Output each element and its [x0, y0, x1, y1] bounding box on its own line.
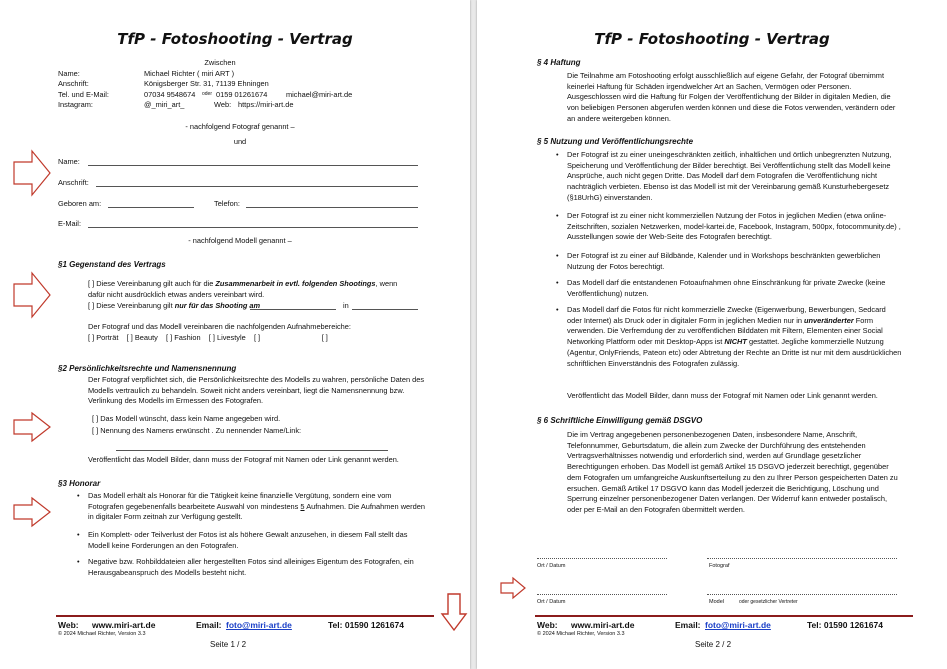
- ort-datum-1: Ort / Datum: [537, 563, 566, 569]
- section-2-heading: §2 Persönlichkeitsrechte und Namensnennung: [58, 364, 237, 373]
- section-1-heading: §1 Gegenstand des Vertrags: [58, 260, 166, 269]
- footer-web-label: Web:: [537, 620, 558, 630]
- model-label: Model: [709, 599, 724, 605]
- s2-option-1[interactable]: [ ] Das Modell wünscht, dass kein Name angegeben wird.: [92, 414, 281, 423]
- photographer-name-label: Name:: [58, 69, 80, 78]
- s2-text: Der Fotograf verpflichtet sich, die Persönlichkeitsrechte des Modells zu wahren, persönliche Daten des Modells vertraulich zu behandeln. Soweit nicht anders vereinbart, liegt die Namensnennung bzw. Verlinkung des Modells im Ermessen des Fotografen.: [88, 375, 425, 406]
- footer-bar: [535, 615, 913, 617]
- s3-bullet-3: • Negative bzw. Rohbilddateien aller hergestellten Fotos sind alleiniges Eigentum des Fotografen, ein Herausgabeanspruch des Modells besteht nicht.: [88, 557, 428, 578]
- arrow-right-icon: [12, 148, 52, 198]
- page-title: TfP - Fotoshooting - Vertrag: [117, 30, 353, 48]
- model-address-field[interactable]: [96, 186, 418, 187]
- shooting-date-field[interactable]: [250, 309, 336, 310]
- signature-model[interactable]: [707, 594, 897, 595]
- photographer-tel: 07034 9548674: [144, 90, 196, 99]
- photographer-name: Michael Richter ( miri ART ): [144, 69, 235, 78]
- s5-bullet-1: • Der Fotograf ist zu einer uneingeschränkten zeitlich, inhaltlichen und örtlich unbegrenzten Nutzung, Speicherung und Veröffentlichung der Bilder berechtigt. Bei Veröffentlichung stellt das Modell keine Ansprüche, auch nicht gegen Dritte. Das Modell darf dem Fotografen die Veröffentlichung nicht nachträglich verbieten. Ebenso ist das Modell ist mit der Vereinbarung gemäß Kunsturhebergesetz (§18UrhG) einverstanden.: [567, 150, 902, 204]
- footer-email-label: Email:: [196, 620, 222, 630]
- photographer-insta: @_miri_art_: [144, 100, 185, 109]
- contract-page-1: [0, 0, 470, 669]
- s4-text: Die Teilnahme am Fotoshooting erfolgt ausschließlich auf eigene Gefahr, der Fotograf übernimmt keinerlei Haftung für Schäden irgendwelcher Art an Sachen, Vermögen oder Personen. Ausgeschlossen wird die Haftung für Folgen der Veröffentlichung der Bilder in digitalen Medien, die von beliebigen Personen abgerufen werden können und diese die Fotos verwenden, verändern oder an andere weitergeben können.: [567, 71, 896, 123]
- ort-datum-2: Ort / Datum: [537, 599, 566, 605]
- section-6-heading: § 6 Schriftliche Einwilligung gemäß DSGVO: [537, 416, 703, 425]
- s1-option-1[interactable]: [ ] Diese Vereinbarung gilt auch für die Zusammenarbeit in evtl. folgenden Shootings, wenn dafür nicht ausdrücklich etwas anders vereinbart wird.: [88, 279, 398, 299]
- shooting-place-field[interactable]: [352, 309, 418, 310]
- photographer-tel-oder: oder: [202, 91, 213, 97]
- zwischen: Zwischen: [204, 58, 236, 67]
- s2-after: Veröffentlicht das Modell Bilder, dann muss der Fotograf mit Namen oder Link genannt werden.: [88, 455, 399, 464]
- section-5-heading: § 5 Nutzung und Veröffentlichungsrechte: [537, 137, 694, 146]
- min-images: 5: [300, 501, 305, 511]
- footer-copyright: © 2024 Michael Richter, Version 3.3: [537, 631, 625, 637]
- s1-areas-intro: Der Fotograf und das Modell vereinbaren die nachfolgenden Aufnahmebereiche:: [88, 322, 351, 331]
- signature-place-date-1[interactable]: [537, 558, 667, 559]
- footer-bar: [56, 615, 434, 617]
- signature-place-date-2[interactable]: [537, 594, 667, 595]
- footer-web-label: Web:: [58, 620, 79, 630]
- s6-text: Die im Vertrag angegebenen personenbezogenen Daten, insbesondere Name, Anschrift, Telefonnummer, Geburtsdatum, die allein zum Zwecke der Durchführung des entstehenden Vertragsverhältnisses notwendig und erforderlich sind, werden auf Grundlage gesetzlicher Berechtigungen erhoben. Das Modell ist gemäß Artikel 15 DSGVO jederzeit berechtigt, gegenüber dem Fotografen um umfangreiche Auskunftserteilung zu den zu Ihrer Person gespeicherten Daten zu ersuchen. Gemäß Artikel 17 DSGVO kann das Modell jederzeit die Berichtigung, Löschung und Sperrung einzelner personenbezogener Daten verlangen. Der Widerruf kann entweder postalisch, oder per E-Mail an den Fotografen übermittelt werden.: [567, 430, 898, 514]
- photographer-mobile: 0159 01261674: [216, 90, 268, 99]
- model-phone-label: Telefon:: [214, 199, 240, 208]
- photographer-insta-label: Instagram:: [58, 100, 93, 109]
- arrow-down-icon: [440, 592, 468, 632]
- footer-web[interactable]: www.miri-art.de: [92, 620, 156, 630]
- section-4-heading: § 4 Haftung: [537, 58, 581, 67]
- s5-bullet-2: • Der Fotograf ist zu einer nicht kommerziellen Nutzung der Fotos in jeglichen Medien (etwa online-Zeitschriften, sozialen Netzwerken, model-kartei.de, Facebook, Instagram, 500px, fotocommunity.de) , Ausstellungen sowie der Web-Seite des Fotografen berechtigt.: [567, 211, 902, 243]
- s1-areas[interactable]: [ ] Porträt [ ] Beauty [ ] Fashion [ ] Livestyle [ ] [ ]: [88, 333, 328, 342]
- model-name-label: Name:: [58, 157, 80, 166]
- arrow-right-icon: [12, 270, 52, 320]
- model-email-label: E-Mail:: [58, 219, 81, 228]
- s3-bullet-1: • Das Modell erhält als Honorar für die Tätigkeit keine finanzielle Vergütung, sondern eine vom Fotografen gegebenenfalls bearbeitete Auswahl von mindestens 5 Aufnahmen. Die Aufnahmen werden in digitaler Form zeitnah zur Verfügung gestellt.: [88, 491, 428, 523]
- section-3-heading: §3 Honorar: [58, 479, 101, 488]
- model-birth-label: Geboren am:: [58, 199, 102, 208]
- model-birth-field[interactable]: [108, 207, 194, 208]
- s2-name-field[interactable]: [116, 450, 388, 451]
- footer-email-label: Email:: [675, 620, 701, 630]
- arrow-right-icon: [499, 576, 527, 600]
- arrow-right-icon: [12, 495, 52, 529]
- footer-email-link[interactable]: foto@miri-art.de: [705, 620, 771, 630]
- model-phone-field[interactable]: [246, 207, 418, 208]
- page-title: TfP - Fotoshooting - Vertrag: [594, 30, 830, 48]
- s2-option-2[interactable]: [ ] Nennung des Namens erwünscht . Zu nennender Name/Link:: [92, 426, 302, 435]
- model-address-label: Anschrift:: [58, 178, 89, 187]
- photographer-address: Königsberger Str. 31, 71139 Ehningen: [144, 79, 269, 88]
- s5-bullet-5: • Das Modell darf die Fotos für nicht kommerzielle Zwecke (Eigenwerbung, Bewerbungen, Sedcard oder Internet) als Druck oder in digitaler Form in jeglichen Medien nur in unveränderter Form verwenden. Die Verfremdung der zu veröffentlichen Bilddaten mit Filtern, Elementen einer Social Networking Plattform oder mit Desktop-Apps ist NICHT gestattet. Jegliche kommerzielle Nutzung (Agentur, OnlyFriends, Pateon etc) oder Abtretung der Rechte an Dritte ist nur mit dem ausdrücklichen schriftlichen Einverständnis des Fotografen zulässig.: [567, 305, 902, 369]
- footer-web[interactable]: www.miri-art.de: [571, 620, 635, 630]
- photographer-tel-label: Tel. und E-Mail:: [58, 90, 109, 99]
- arrow-right-icon: [12, 410, 52, 444]
- footer-copyright: © 2024 Michael Richter, Version 3.3: [58, 631, 146, 637]
- contract-page-2: [477, 0, 947, 669]
- s5-bullet-3: • Der Fotograf ist zu einer auf Bildbände, Kalender und in Workshops beschränkten gewerblichen Nutzung der Fotos berechtigt.: [567, 251, 902, 272]
- s5-bullet-4: • Das Modell darf die entstandenen Fotoaufnahmen ohne Einschränkung für private Zwecke (keine Veröffentlichung) nutzen.: [567, 278, 902, 299]
- photographer-web-label: Web:: [214, 100, 232, 109]
- footer-tel: Tel: 01590 1261674: [328, 620, 404, 630]
- page-number: Seite 1 / 2: [210, 640, 247, 649]
- fotograf-label: Fotograf: [709, 563, 730, 569]
- s5-after: Veröffentlicht das Modell Bilder, dann muss der Fotograf mit Namen oder Link genannt werden.: [567, 391, 878, 400]
- model-note: - nachfolgend Modell genannt –: [188, 236, 292, 245]
- s3-bullet-2: • Ein Komplett- oder Teilverlust der Fotos ist als höhere Gewalt anzusehen, in diesem Fall stellt das Modell keine Forderungen an den Fotografen.: [88, 530, 428, 551]
- footer-tel: Tel: 01590 1261674: [807, 620, 883, 630]
- footer-email-link[interactable]: foto@miri-art.de: [226, 620, 292, 630]
- photographer-note: - nachfolgend Fotograf genannt –: [185, 122, 295, 131]
- vertreter-label: oder gesetzlicher Vertreter: [739, 599, 798, 605]
- photographer-email: michael@miri-art.de: [286, 90, 353, 99]
- page-number: Seite 2 / 2: [695, 640, 732, 649]
- signature-photographer[interactable]: [707, 558, 897, 559]
- shooting-in-label: in: [343, 301, 349, 310]
- s1-option-2[interactable]: [ ] Diese Vereinbarung gilt nur für das Shooting am: [88, 301, 261, 310]
- und: und: [233, 137, 247, 146]
- photographer-web: https://miri-art.de: [238, 100, 294, 109]
- model-name-field[interactable]: [88, 165, 418, 166]
- model-email-field[interactable]: [88, 227, 418, 228]
- photographer-address-label: Anschrift:: [58, 79, 89, 88]
